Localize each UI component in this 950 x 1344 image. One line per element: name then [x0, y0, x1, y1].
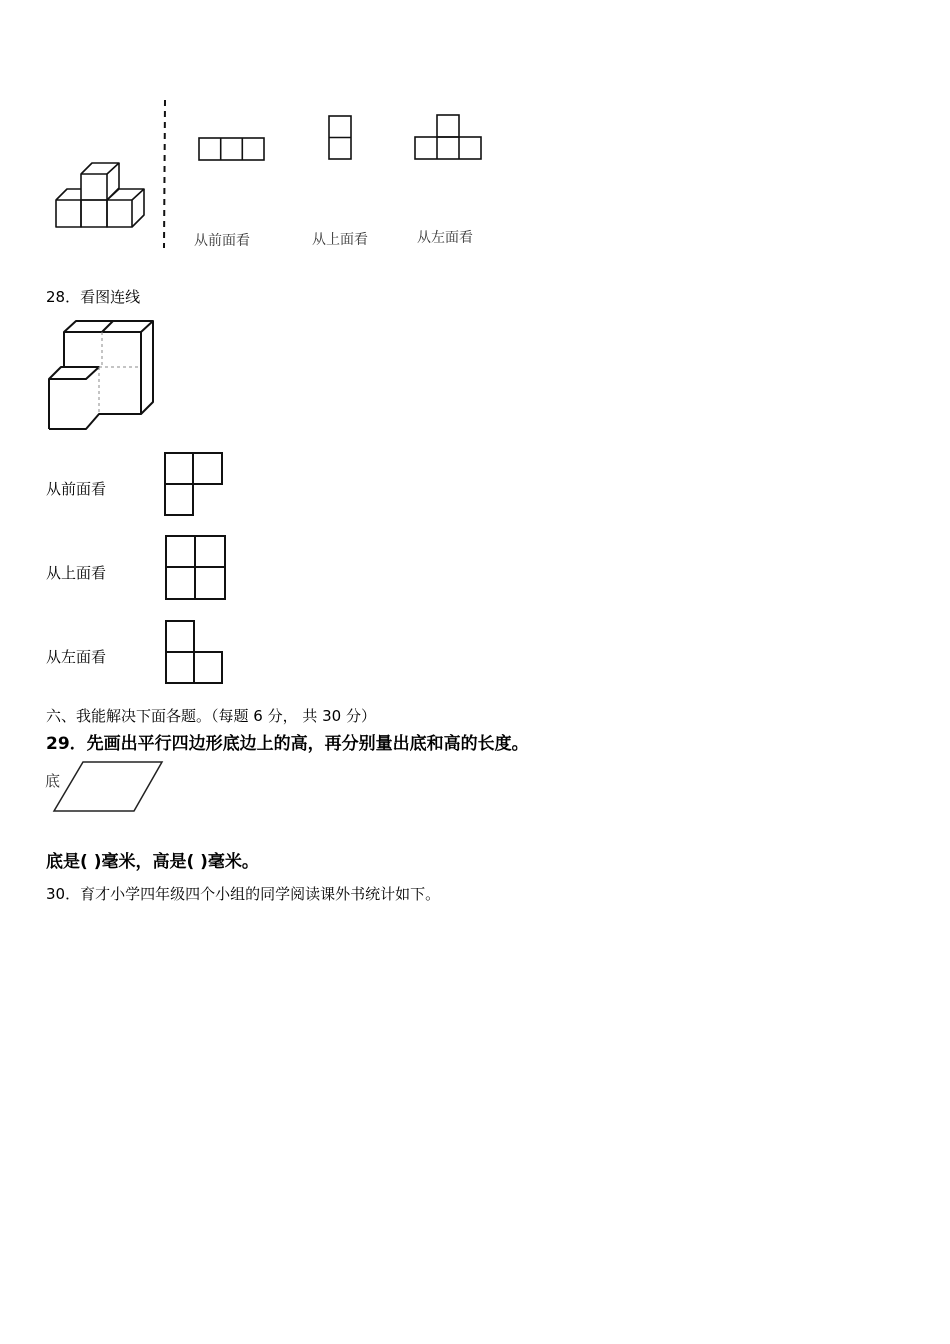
view-label-front: 从前面看: [194, 233, 250, 249]
parallelogram-base-label: 底: [45, 772, 61, 790]
q28-top-view-shape[interactable]: [165, 535, 227, 601]
front-view-shape: [198, 137, 266, 161]
view-label-left: 从左面看: [417, 230, 473, 246]
top-view-shape: [328, 115, 354, 161]
answer-line-base-height: 底是( )毫米，高是( )毫米。: [46, 852, 259, 872]
parallelogram-figure[interactable]: [52, 760, 166, 814]
q28-option-label-left: 从左面看: [46, 648, 107, 666]
question-29-title: 29．先画出平行四边形底边上的高，再分别量出底和高的长度。: [46, 734, 529, 754]
cube-stack-drawing: [52, 158, 152, 233]
question-30-title: 30．育才小学四年级四个小组的同学阅读课外书统计如下。: [46, 885, 441, 903]
q28-left-view-shape[interactable]: [165, 620, 225, 686]
left-view-shape: [414, 114, 482, 160]
l-shaped-block-drawing: [46, 319, 156, 435]
q28-front-view-shape[interactable]: [164, 452, 224, 518]
q28-option-label-front: 从前面看: [46, 480, 107, 498]
section-6-heading: 六、我能解决下面各题。（每题 6 分， 共 30 分）: [46, 707, 376, 725]
dashed-divider: [162, 100, 168, 248]
question-28-title: 28．看图连线: [46, 288, 141, 306]
q28-option-label-top: 从上面看: [46, 564, 107, 582]
view-label-top: 从上面看: [312, 232, 368, 248]
